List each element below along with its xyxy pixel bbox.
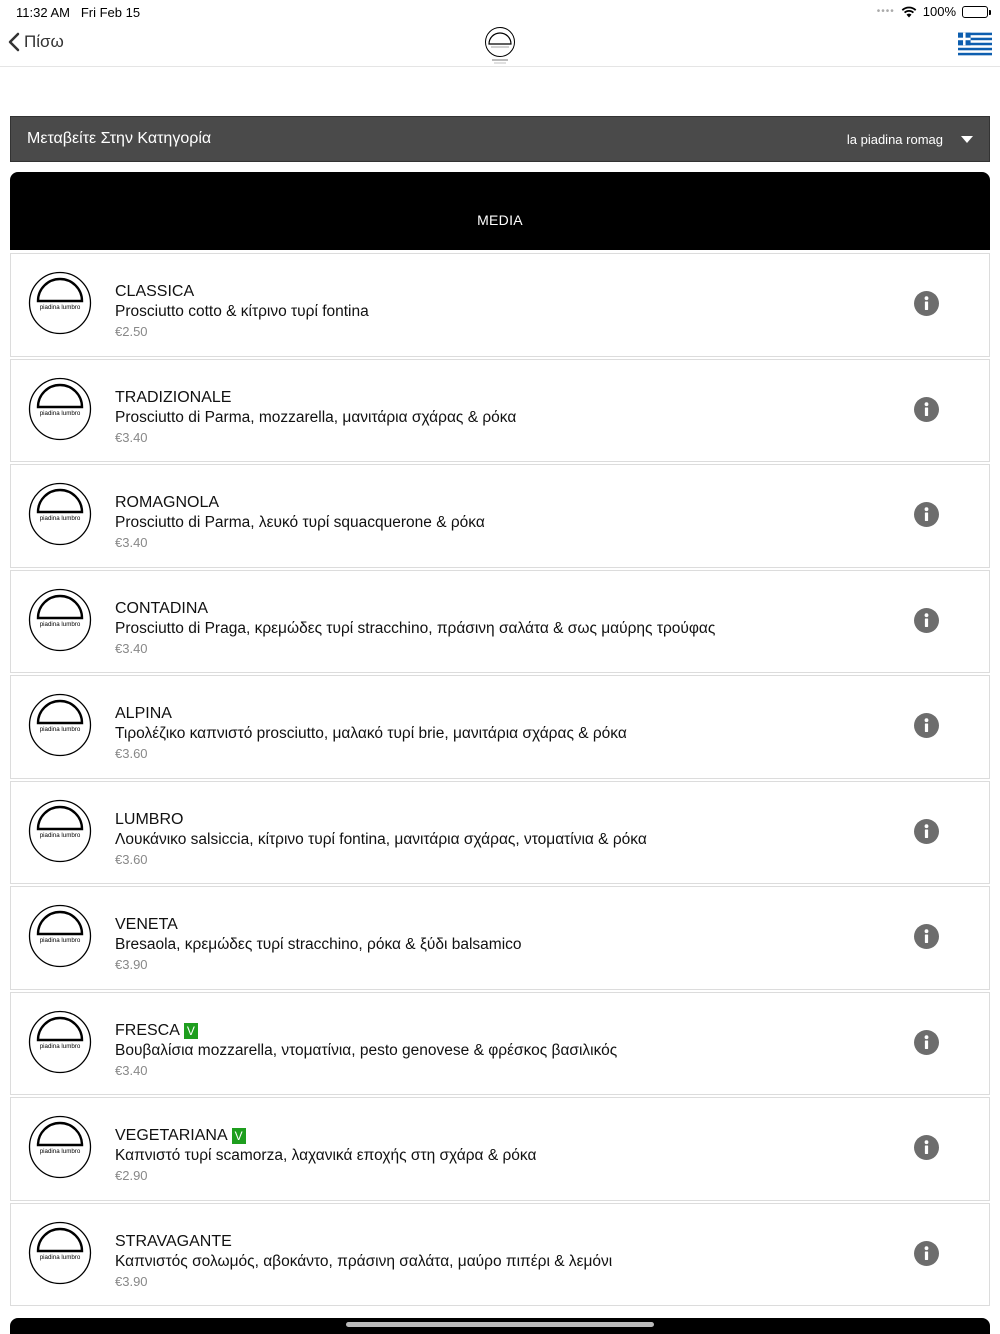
piadina-logo-icon bbox=[28, 1010, 92, 1074]
svg-text:piadina lumbro: piadina lumbro bbox=[39, 1042, 81, 1050]
menu-item-name: ALPINA bbox=[115, 705, 172, 722]
category-selector[interactable] bbox=[10, 116, 990, 162]
menu-item-contadina[interactable] bbox=[10, 570, 990, 674]
menu-item-name: LUMBRO bbox=[115, 810, 184, 828]
category-selected-value: la piadina romag bbox=[846, 131, 943, 147]
menu-item-name: FRESCA bbox=[115, 1021, 180, 1039]
menu-item-name-row bbox=[115, 1126, 536, 1146]
piadina-logo-icon bbox=[28, 482, 92, 546]
back-label: Πίσω bbox=[24, 32, 64, 51]
menu-item-name: CLASSICA bbox=[115, 283, 195, 300]
home-indicator[interactable] bbox=[346, 1322, 654, 1327]
menu-item-name-row bbox=[115, 810, 647, 830]
menu-item-price: €3.40 bbox=[115, 640, 148, 656]
battery-icon bbox=[962, 6, 988, 18]
menu-item-price: €3.40 bbox=[115, 429, 148, 445]
menu-item-name: CONTADINA bbox=[115, 599, 209, 617]
menu-item-text bbox=[115, 388, 516, 445]
svg-text:piadina lumbro: piadina lumbro bbox=[39, 620, 81, 628]
chevron-left-icon bbox=[8, 32, 20, 52]
menu-item-name: VEGETARIANA bbox=[115, 1127, 228, 1144]
piadina-logo-icon bbox=[483, 26, 517, 66]
svg-text:piadina lumbro: piadina lumbro bbox=[39, 304, 81, 311]
menu-item-alpina[interactable] bbox=[10, 675, 990, 779]
menu-item-name-row bbox=[115, 1021, 617, 1041]
piadina-logo-icon bbox=[28, 904, 92, 968]
menu-item-name: STRAVAGANTE bbox=[115, 1232, 232, 1250]
svg-text:piadina lumbro: piadina lumbro bbox=[39, 515, 81, 522]
menu-item-description: Prosciutto cotto & κίτρινο τυρί fontina bbox=[115, 303, 369, 320]
info-icon[interactable] bbox=[914, 1135, 939, 1160]
piadina-logo-icon bbox=[28, 693, 92, 757]
info-icon[interactable] bbox=[914, 291, 939, 316]
menu-item-classica[interactable] bbox=[10, 253, 990, 357]
menu-item-name-row bbox=[115, 599, 715, 619]
battery-percent: 100% bbox=[922, 4, 956, 19]
menu-item-price: €2.50 bbox=[115, 324, 148, 339]
signal-icon: •••• bbox=[876, 6, 895, 17]
menu-item-fresca[interactable] bbox=[10, 992, 990, 1096]
info-icon[interactable] bbox=[914, 924, 939, 949]
menu-item-stravagante[interactable] bbox=[10, 1203, 990, 1307]
menu-item-price: €2.90 bbox=[115, 1168, 148, 1183]
menu-item-text bbox=[115, 1126, 536, 1183]
svg-text:piadina lumbro: piadina lumbro bbox=[39, 1253, 81, 1261]
info-icon[interactable] bbox=[914, 397, 939, 422]
piadina-logo-icon bbox=[28, 588, 92, 652]
menu-item-name-row bbox=[115, 1232, 612, 1252]
menu-item-price: €3.40 bbox=[115, 1062, 148, 1078]
menu-item-description: Καπνιστό τυρί scamorza, λαχανικά εποχής στη σχάρα & ρόκα bbox=[115, 1147, 537, 1164]
menu-item-name-row bbox=[115, 493, 485, 513]
info-icon[interactable] bbox=[914, 1030, 939, 1055]
menu-item-text bbox=[115, 282, 369, 339]
piadina-logo-icon bbox=[28, 271, 92, 335]
menu-item-description: Λουκάνικο salsiccia, κίτρινο τυρί fontina, μανιτάρια σχάρας, ντοματίνια & ρόκα bbox=[115, 830, 647, 848]
menu-item-description: Prosciutto di Praga, κρεμώδες τυρί stracchino, πράσινη σαλάτα & σως μαύρης τρούφας bbox=[115, 619, 716, 637]
menu-item-veneta[interactable] bbox=[10, 886, 990, 990]
greek-flag-icon[interactable] bbox=[958, 32, 992, 56]
menu-item-text bbox=[115, 599, 715, 656]
section-title: MEDIA bbox=[477, 212, 523, 228]
menu-item-description: Καπνιστός σολωμός, αβοκάντο, πράσινη σαλάτα, μαύρο πιπέρι & λεμόνι bbox=[115, 1252, 613, 1270]
vegetarian-badge: V bbox=[184, 1023, 198, 1039]
category-selector-label: Μεταβείτε Στην Κατηγορία bbox=[27, 130, 212, 147]
status-right bbox=[877, 4, 988, 19]
svg-text:piadina lumbro: piadina lumbro bbox=[39, 937, 81, 944]
caret-down-icon bbox=[961, 136, 973, 143]
info-icon[interactable] bbox=[914, 713, 939, 738]
menu-item-description: Prosciutto di Parma, mozzarella, μανιτάρια σχάρας & ρόκα bbox=[115, 408, 517, 426]
info-icon[interactable] bbox=[914, 608, 939, 633]
svg-text:piadina lumbro: piadina lumbro bbox=[39, 409, 81, 417]
info-icon[interactable] bbox=[914, 819, 939, 844]
status-bar bbox=[0, 0, 1000, 24]
menu-item-description: Βουβαλίσια mozzarella, ντοματίνια, pesto genovese & φρέσκος βασιλικός bbox=[115, 1041, 618, 1059]
menu-item-name: TRADIZIONALE bbox=[115, 388, 232, 406]
info-icon[interactable] bbox=[914, 502, 939, 527]
menu-item-text bbox=[115, 493, 485, 550]
section-header bbox=[10, 172, 990, 250]
wifi-icon bbox=[901, 6, 917, 18]
menu-item-description: Prosciutto di Parma, λευκό τυρί squacquerone & ρόκα bbox=[115, 514, 485, 531]
piadina-logo-icon bbox=[28, 1221, 92, 1285]
menu-item-name-row bbox=[115, 282, 369, 302]
piadina-logo-icon bbox=[28, 799, 92, 863]
info-icon[interactable] bbox=[914, 1241, 939, 1266]
menu-item-name: ROMAGNOLA bbox=[115, 494, 220, 511]
menu-item-description: Τιρολέζικο καπνιστό prosciutto, μαλακό τυρί brie, μανιτάρια σχάρας & ρόκα bbox=[115, 725, 627, 742]
vegetarian-badge: V bbox=[232, 1128, 246, 1144]
menu-item-name: VENETA bbox=[115, 916, 178, 933]
back-button[interactable] bbox=[8, 32, 64, 52]
menu-item-name-row bbox=[115, 388, 516, 408]
status-time: 11:32 AM Fri Feb 15 bbox=[16, 5, 141, 20]
nav-bar bbox=[0, 24, 1000, 67]
menu-item-description: Bresaola, κρεμώδες τυρί stracchino, ρόκα & ξύδι balsamico bbox=[115, 936, 522, 953]
menu-item-text bbox=[115, 1232, 612, 1289]
svg-text:piadina lumbro: piadina lumbro bbox=[39, 831, 81, 839]
menu-item-price: €3.60 bbox=[115, 851, 148, 867]
menu-item-text bbox=[115, 704, 627, 761]
menu-item-price: €3.40 bbox=[115, 535, 148, 550]
menu-item-tradizionale[interactable] bbox=[10, 359, 990, 463]
menu-item-name-row bbox=[115, 915, 522, 935]
menu-item-name-row bbox=[115, 704, 627, 724]
menu-item-text bbox=[115, 915, 522, 972]
menu-item-price: €3.90 bbox=[115, 957, 148, 972]
menu-item-price: €3.60 bbox=[115, 746, 148, 761]
menu-item-vegetariana[interactable] bbox=[10, 1097, 990, 1201]
menu-item-lumbro[interactable] bbox=[10, 781, 990, 885]
menu-item-price: €3.90 bbox=[115, 1273, 148, 1289]
svg-text:piadina lumbro: piadina lumbro bbox=[39, 726, 81, 733]
menu-item-romagnola[interactable] bbox=[10, 464, 990, 568]
menu-list bbox=[10, 253, 990, 1308]
svg-text:piadina lumbro: piadina lumbro bbox=[39, 1148, 81, 1155]
piadina-logo-icon bbox=[28, 377, 92, 441]
menu-item-text bbox=[115, 1021, 617, 1078]
piadina-logo-icon bbox=[28, 1115, 92, 1179]
menu-item-text bbox=[115, 810, 647, 867]
